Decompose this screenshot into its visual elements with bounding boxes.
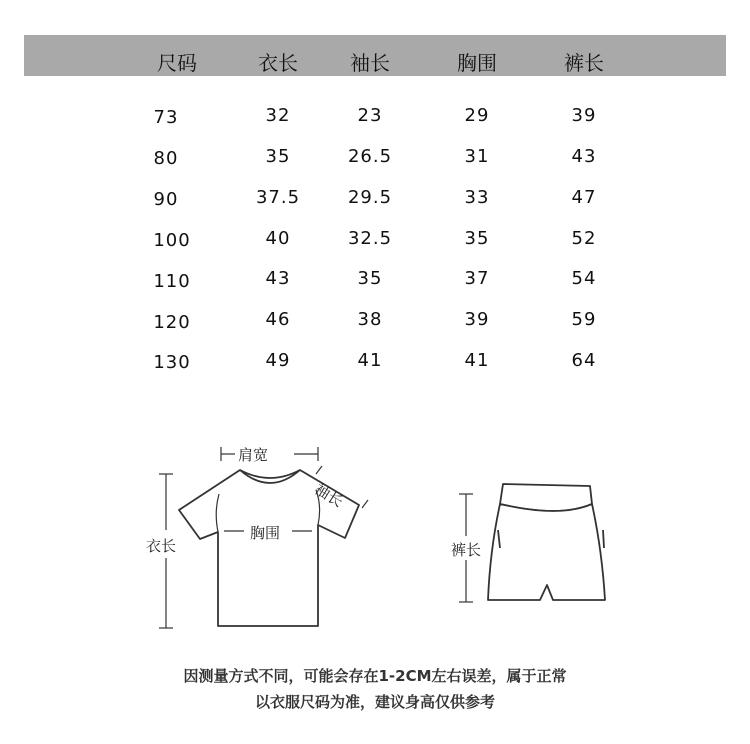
table-cell: 35	[265, 146, 291, 167]
table-cell: 100	[153, 230, 191, 251]
table-cell: 33	[464, 187, 490, 208]
table-cell: 37.5	[255, 187, 301, 208]
table-cell: 35	[357, 268, 383, 289]
measurement-note: 因测量方式不同，可能会存在1-2CM左右误差，属于正常	[183, 667, 567, 685]
table-cell: 32	[265, 105, 291, 126]
table-cell: 49	[265, 350, 291, 371]
header-size: 尺码	[157, 51, 197, 75]
table-cell: 80	[153, 148, 179, 169]
table-cell: 39	[571, 105, 597, 126]
chest-label: 胸围	[250, 524, 281, 542]
table-cell: 41	[357, 350, 383, 371]
header-pants-length: 裤长	[564, 51, 604, 75]
header-sleeve-length: 袖长	[350, 51, 390, 75]
table-cell: 29.5	[347, 187, 393, 208]
table-cell: 64	[571, 350, 597, 371]
table-cell: 41	[464, 350, 490, 371]
sleeve-length-label: 袖长	[311, 479, 347, 511]
size-note: 以衣服尺码为准，建议身高仅供参考	[254, 693, 495, 711]
table-cell: 35	[464, 228, 490, 249]
table-cell: 47	[571, 187, 597, 208]
table-cell: 32.5	[347, 228, 393, 249]
table-cell: 110	[153, 271, 191, 292]
header-chest: 胸围	[457, 51, 497, 75]
table-cell: 46	[265, 309, 291, 330]
table-cell: 43	[571, 146, 597, 167]
shoulder-width-label: 肩宽	[238, 446, 269, 464]
table-cell: 54	[571, 268, 597, 289]
table-cell: 31	[464, 146, 490, 167]
table-cell: 90	[153, 189, 179, 210]
pants-length-label: 裤长	[451, 541, 482, 559]
table-cell: 43	[265, 268, 291, 289]
table-cell: 52	[571, 228, 597, 249]
table-cell: 73	[153, 107, 179, 128]
table-cell: 29	[464, 105, 490, 126]
table-cell: 23	[357, 105, 383, 126]
table-cell: 59	[571, 309, 597, 330]
table-cell: 26.5	[347, 146, 393, 167]
header-top-length: 衣长	[258, 51, 298, 75]
table-cell: 37	[464, 268, 490, 289]
table-cell: 38	[357, 309, 383, 330]
table-cell: 130	[153, 352, 191, 373]
table-cell: 39	[464, 309, 490, 330]
table-cell: 40	[265, 228, 291, 249]
table-cell: 120	[153, 312, 191, 333]
length-label: 衣长	[146, 537, 177, 555]
